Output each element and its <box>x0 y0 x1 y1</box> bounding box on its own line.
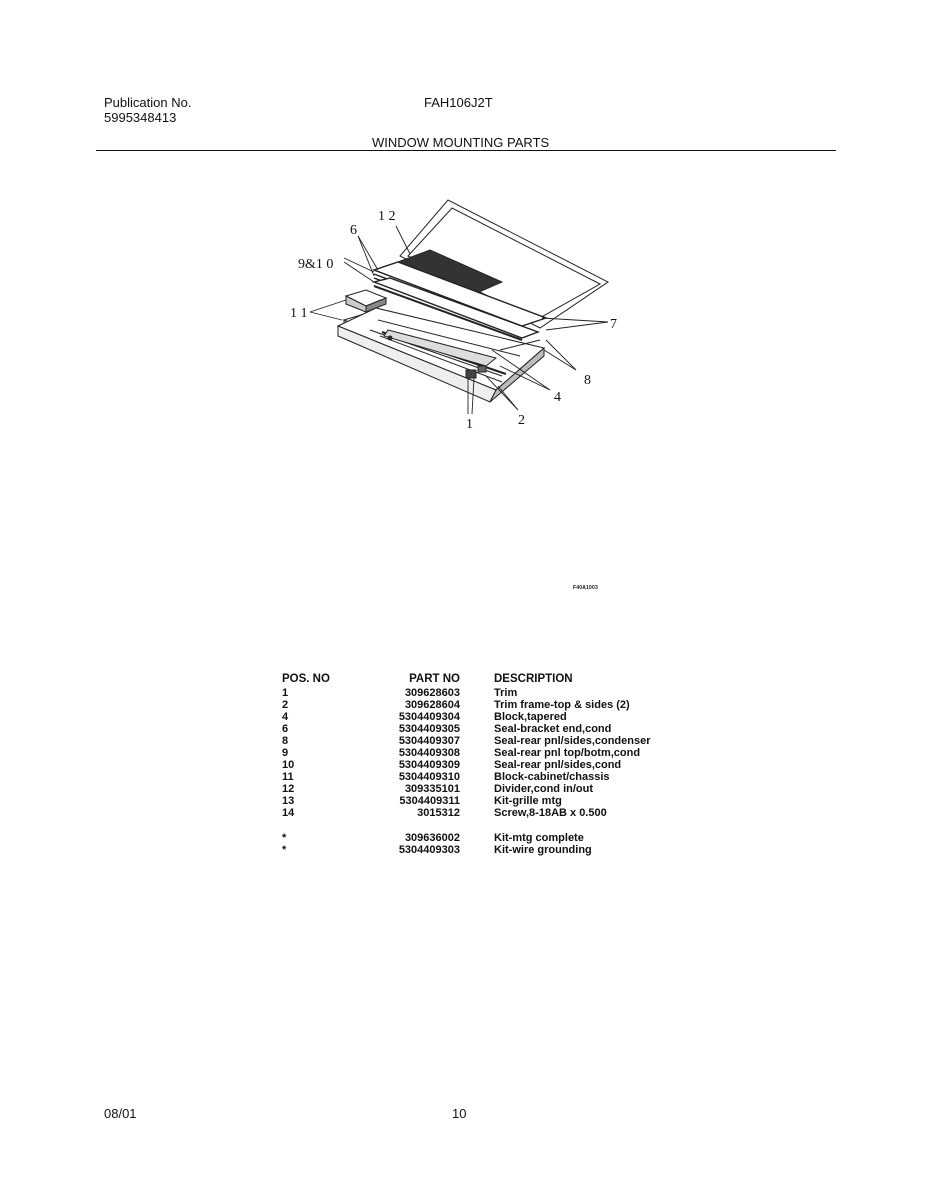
part-no-cell: 5304409309 <box>398 759 460 771</box>
table-row <box>282 747 651 759</box>
callout-2: 2 <box>518 413 525 428</box>
header-description: DESCRIPTION <box>494 673 573 685</box>
callout-4: 4 <box>554 390 561 405</box>
description-cell: Seal-rear pnl/sides,cond <box>494 759 622 771</box>
pos-no-cell: 1 <box>282 687 289 699</box>
window-mounting-diagram <box>270 190 630 440</box>
description-cell: Block-cabinet/chassis <box>494 771 610 783</box>
description-cell: Divider,cond in/out <box>494 783 594 795</box>
part-no-cell: 309636002 <box>404 832 460 844</box>
table-row <box>282 807 651 819</box>
description-cell: Kit-mtg complete <box>494 832 584 844</box>
callout-7: 7 <box>610 317 617 332</box>
description-cell: Trim frame-top & sides (2) <box>494 699 630 711</box>
part-no-cell: 5304409303 <box>398 844 460 856</box>
diagram-code: F40A1003 <box>573 585 598 591</box>
description-cell: Kit-grille mtg <box>494 795 562 807</box>
pos-no-cell: 14 <box>282 807 295 819</box>
part-no-cell: 3015312 <box>417 807 460 819</box>
footer-date: 08/01 <box>104 1106 137 1121</box>
header-pos-no: POS. NO <box>282 673 330 685</box>
pos-no-cell: 12 <box>282 783 295 795</box>
callout-11: 1 1 <box>290 306 308 321</box>
header-part-no: PART NO <box>409 673 460 685</box>
parts-table <box>282 673 651 856</box>
pos-no-cell: 6 <box>282 723 289 735</box>
table-spacer <box>282 819 651 832</box>
part-no-cell: 5304409305 <box>398 723 460 735</box>
description-cell: Trim <box>494 687 518 699</box>
parts-list <box>282 673 651 856</box>
part-no-cell: 5304409308 <box>398 747 460 759</box>
table-row <box>282 832 651 844</box>
description-cell: Seal-bracket end,cond <box>494 723 612 735</box>
table-row <box>282 711 651 723</box>
header-rule <box>96 150 836 151</box>
table-row <box>282 783 651 795</box>
section-title: WINDOW MOUNTING PARTS <box>372 135 550 150</box>
description-cell: Seal-rear pnl/sides,condenser <box>494 735 651 747</box>
callout-12: 1 2 <box>378 209 396 224</box>
table-row <box>282 699 651 711</box>
table-row <box>282 735 651 747</box>
table-row <box>282 844 651 856</box>
model-number: FAH106J2T <box>424 95 493 110</box>
table-header-row <box>282 673 651 687</box>
pos-no-cell: 9 <box>282 747 289 759</box>
description-cell: Block,tapered <box>494 711 567 723</box>
pos-no-cell: 2 <box>282 699 289 711</box>
callout-8: 8 <box>584 373 591 388</box>
part-no-cell: 5304409307 <box>398 735 460 747</box>
table-row <box>282 771 651 783</box>
pos-no-cell: * <box>282 844 287 856</box>
part-no-cell: 309628604 <box>404 699 460 711</box>
table-row <box>282 687 651 699</box>
pos-no-cell: 10 <box>282 759 295 771</box>
callout-1: 1 <box>466 417 473 432</box>
pos-no-cell: 13 <box>282 795 295 807</box>
callout-6: 6 <box>350 223 357 238</box>
pos-no-cell: 4 <box>282 711 289 723</box>
table-row <box>282 795 651 807</box>
part-no-cell: 5304409311 <box>399 795 460 807</box>
pos-no-cell: 8 <box>282 735 289 747</box>
pos-no-cell: * <box>282 832 287 844</box>
part-no-cell: 309628603 <box>404 687 460 699</box>
description-cell: Screw,8-18AB x 0.500 <box>494 807 607 819</box>
description-cell: Seal-rear pnl top/botm,cond <box>494 747 641 759</box>
pos-no-cell: 11 <box>282 771 294 783</box>
part-no-cell: 5304409310 <box>398 771 460 783</box>
part-no-cell: 5304409304 <box>398 711 460 723</box>
part-no-cell: 309335101 <box>404 783 460 795</box>
table-row <box>282 723 651 735</box>
page-number: 10 <box>452 1106 467 1121</box>
publication-number: 5995348413 <box>104 110 177 125</box>
publication-label: Publication No. <box>104 95 192 110</box>
table-row <box>282 759 651 771</box>
callout-9-10: 9&1 0 <box>298 257 334 272</box>
description-cell: Kit-wire grounding <box>494 844 592 856</box>
